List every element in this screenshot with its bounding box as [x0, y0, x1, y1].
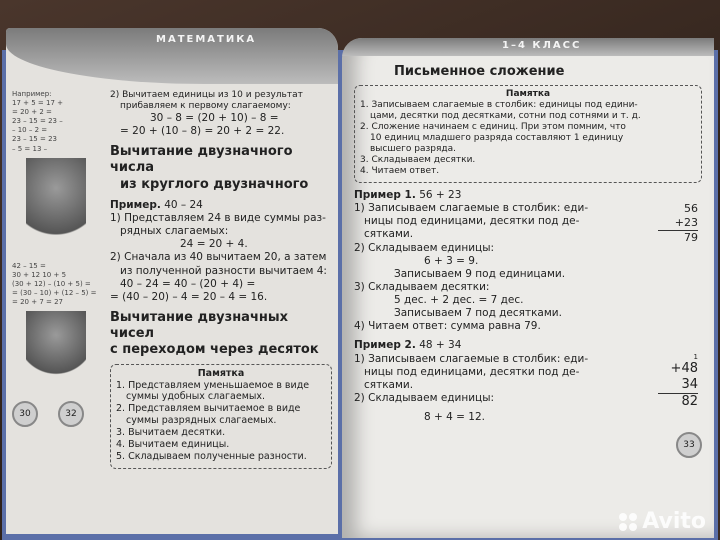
example-expression: 40 – 24 [164, 198, 203, 211]
example-expression: 48 + 34 [419, 339, 462, 352]
watermark-text: Avito [642, 509, 706, 534]
memo-item: 4. Вычитаем единицы. [116, 438, 230, 450]
column-addition-2 [658, 353, 702, 411]
memo-title: Памятка [197, 367, 245, 379]
example-expression: 56 + 23 [419, 189, 462, 201]
page-number: 33 [676, 432, 702, 458]
right-header: 1–4 КЛАСС [502, 40, 582, 51]
sum: 82 [658, 393, 698, 410]
side-note: (30 + 12) – (10 + 5) = [12, 279, 91, 288]
example-2 [354, 353, 702, 425]
plus-sign: + [674, 215, 684, 229]
text-line: 2) Складываем единицы: [354, 391, 495, 404]
text-line: 8 + 4 = 12. [424, 411, 486, 423]
memo-item: цами, десятки под десятками, сотни под сотнями и т. д. [370, 111, 641, 122]
carry-digit: 1 [693, 352, 698, 361]
text-line: 30 – 8 = (20 + 10) – 8 = [150, 111, 279, 124]
side-note: = 20 + 2 = [12, 108, 52, 117]
example-label: Пример 2. [354, 339, 416, 352]
addend: 34 [681, 377, 698, 393]
section-title: Вычитание двузначных чисел [110, 309, 288, 342]
left-page [6, 28, 338, 534]
section-title: Вычитание двузначного числа [110, 144, 293, 176]
text-line: прибавляем к первому слагаемому: [120, 100, 291, 111]
side-note: – 10 – 2 = [12, 126, 48, 135]
text-line: 3) Складываем десятки: [354, 280, 490, 293]
addend: 56 [684, 202, 698, 216]
section-title: с переходом через десяток [110, 342, 319, 358]
text-line: 6 + 3 = 9. [424, 254, 479, 267]
addend: 48 [681, 360, 698, 376]
addend: 23 [684, 215, 698, 229]
memo-item: суммы разрядных слагаемых. [126, 415, 277, 427]
plus-sign: + [670, 360, 682, 376]
section-title: из круглого двузначного [120, 176, 309, 192]
text-line: из полученной разности вычитаем 4: [120, 264, 327, 277]
side-note: 42 – 15 = [12, 261, 46, 270]
right-header-band [342, 38, 714, 56]
example-label: Пример 1. [354, 189, 416, 201]
text-line: рядных слагаемых: [120, 225, 229, 238]
column-addition-1 [658, 202, 702, 244]
memo-title: Памятка [505, 89, 551, 100]
memo-item: 1. Записываем слагаемые в столбик: единицы под едини- [360, 100, 638, 111]
page-number: 32 [58, 401, 84, 427]
gnome-illustration [26, 158, 86, 258]
text-line: 5 дес. + 2 дес. = 7 дес. [394, 294, 524, 306]
right-page [342, 38, 714, 538]
left-header: МАТЕМАТИКА [156, 34, 257, 45]
side-note: Например: [12, 90, 52, 98]
side-note: = 20 + 7 = 27 [12, 298, 63, 307]
text-line: = (40 – 20) – 4 = 20 – 4 = 16. [110, 290, 268, 303]
text-line: ницы под единицами, десятки под де- [364, 365, 580, 378]
example-label: Пример. [110, 198, 161, 211]
memo-box [354, 85, 702, 183]
sum: 79 [658, 230, 698, 245]
left-margin-notes [12, 90, 104, 534]
text-line: = 20 + (10 – 8) = 20 + 2 = 22. [120, 125, 285, 138]
memo-item: 10 единиц младшего разряда составляют 1 единицу [370, 133, 624, 144]
page-number: 30 [12, 401, 38, 427]
text-line: 40 – 24 = 40 – (20 + 4) = [120, 277, 256, 290]
text-line: 2) Сначала из 40 вычитаем 20, а затем [110, 251, 327, 264]
text-line: 1) Записываем слагаемые в столбик: еди- [354, 202, 589, 215]
text-line: Записываем 9 под единицами. [394, 267, 566, 280]
text-line: 2) Складываем единицы: [354, 241, 495, 254]
side-note: – 5 = 13 – [12, 144, 48, 153]
memo-item: 4. Читаем ответ. [360, 166, 440, 177]
memo-box [110, 364, 332, 469]
page-numbers [12, 401, 104, 427]
side-note: 30 + 12 10 + 5 [12, 270, 67, 279]
side-note: 23 – 15 = 23 [12, 135, 57, 144]
text-line: сятками. [364, 228, 414, 241]
left-header-band [6, 28, 338, 84]
memo-item: 5. Складываем полученные разности. [116, 450, 307, 462]
side-note: = (30 – 10) + (12 – 5) = [12, 288, 97, 297]
avito-watermark [618, 509, 706, 534]
text-line: Записываем 7 под десятками. [394, 307, 562, 320]
memo-item: 2. Сложение начинаем с единиц. При этом помним, что [360, 122, 626, 133]
memo-item: 1. Представляем уменьшаемое в виде [116, 379, 310, 391]
memo-item: 2. Представляем вычитаемое в виде [116, 403, 301, 415]
side-note: 17 + 5 = 17 + [12, 99, 63, 108]
text-line: 4) Читаем ответ: сумма равна 79. [354, 320, 541, 333]
memo-item: 3. Вычитаем десятки. [116, 427, 226, 439]
text-line: сятками. [364, 378, 414, 391]
gnome-illustration [26, 311, 86, 391]
left-main-column [110, 90, 332, 534]
memo-item: высшего разряда. [370, 144, 456, 155]
memo-item: суммы удобных слагаемых. [126, 391, 265, 403]
memo-item: 3. Складываем десятки. [360, 155, 476, 166]
text-line: 24 = 20 + 4. [180, 238, 248, 251]
avito-logo-icon [618, 512, 638, 532]
text-line: 1) Записываем слагаемые в столбик: еди- [354, 352, 589, 365]
text-line: 2) Вычитаем единицы из 10 и результат [110, 90, 303, 100]
text-line: 1) Представляем 24 в виде суммы раз- [110, 212, 326, 225]
page-title: Письменное сложение [394, 64, 565, 79]
example-1 [354, 202, 702, 333]
text-line: ницы под единицами, десятки под де- [364, 215, 580, 228]
side-note: 23 – 15 = 23 – [12, 117, 63, 126]
